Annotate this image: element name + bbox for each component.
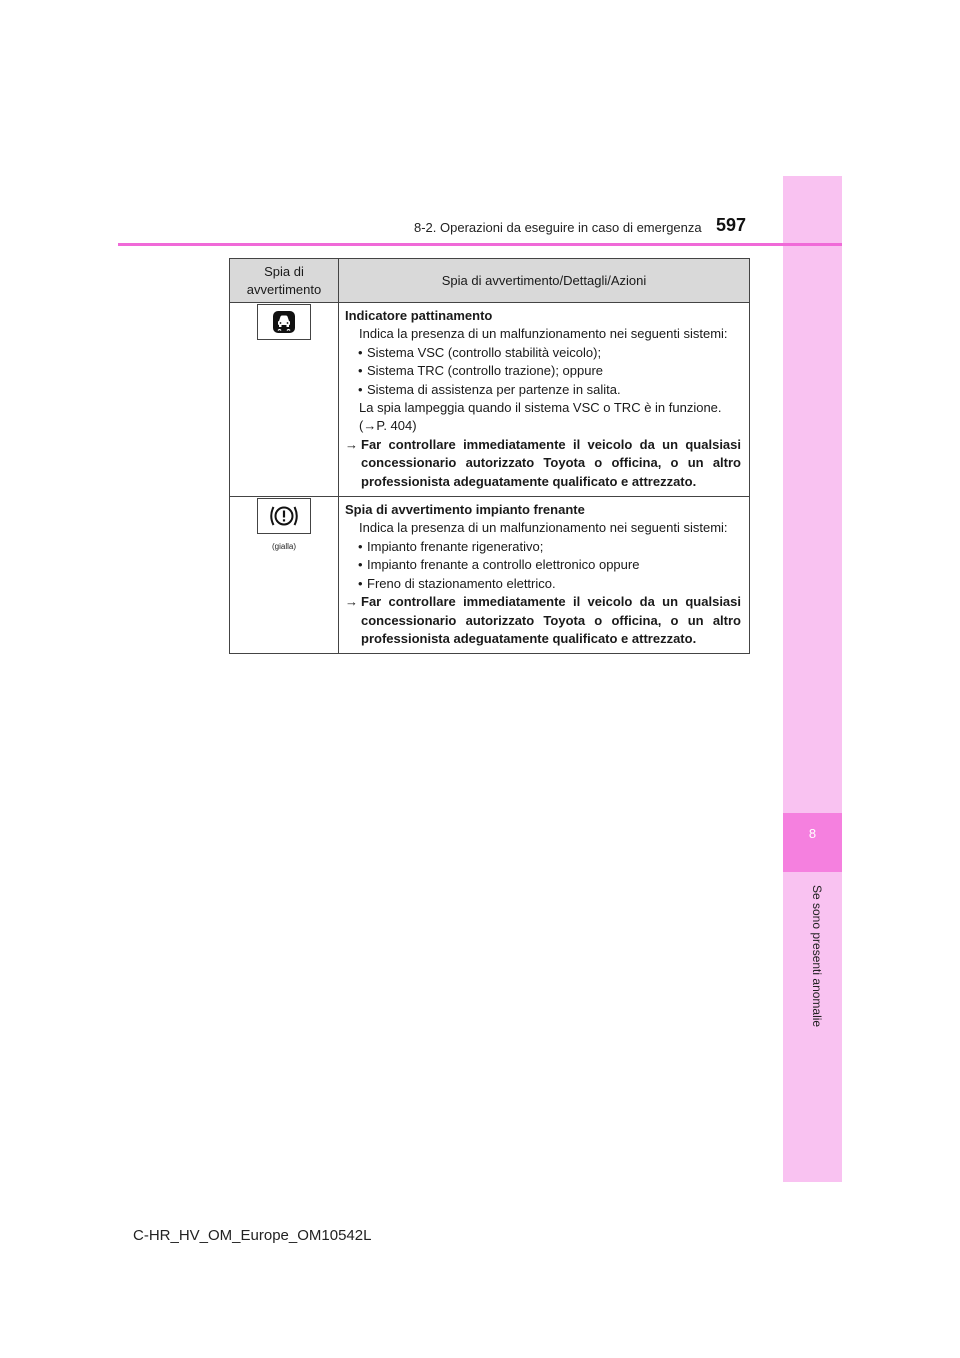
list-item: • Impianto frenante a controllo elettronico oppure <box>345 556 741 574</box>
list-item: • Freno di stazionamento elettrico. <box>345 575 741 593</box>
icon-cell <box>230 497 339 654</box>
document-code: C-HR_HV_OM_Europe_OM10542L <box>133 1227 372 1244</box>
action-text: Far controllare immediatamente il veicolo da un qualsiasi concessionario autorizzato Toyota o officina, o un altro professionista adeguatamente qualificato e attrezzato. <box>361 594 741 646</box>
header-cell-details: Spia di avvertimento/Dettagli/Azioni <box>339 259 750 303</box>
table-row <box>230 303 750 497</box>
icon-caption: (gialla) <box>271 542 296 552</box>
chapter-number: 8 <box>808 826 817 841</box>
page-reference: (→P. 404) <box>359 418 417 434</box>
row-title: Indicatore pattinamento <box>345 308 493 323</box>
row-note: La spia lampeggia quando il sistema VSC o TRC è in funzione. <box>359 400 722 416</box>
brake-warning-icon <box>257 498 311 534</box>
details-cell <box>339 303 750 497</box>
arrow-icon: → <box>345 436 358 452</box>
header-cell-light: Spia di avvertimento <box>230 259 339 303</box>
row-action <box>345 593 741 648</box>
table-header-row <box>230 259 750 303</box>
table-row <box>230 497 750 654</box>
warning-light-table <box>229 258 750 654</box>
list-item: • Sistema TRC (controllo trazione); oppure <box>345 362 741 380</box>
list-item: • Sistema di assistenza per partenze in salita. <box>345 381 741 399</box>
list-item: • Impianto frenante rigenerativo; <box>345 538 741 556</box>
action-text: Far controllare immediatamente il veicolo da un qualsiasi concessionario autorizzato Toyota o officina, o un altro professionista adeguatamente qualificato e attrezzato. <box>361 436 741 489</box>
section-title: 8-2. Operazioni da eseguire in caso di emergenza <box>414 220 702 235</box>
slip-indicator-icon <box>257 304 311 340</box>
header-rule <box>118 243 842 246</box>
row-intro: Indica la presenza di un malfunzionamento nei seguenti sistemi: <box>359 520 728 536</box>
list-item: • Sistema VSC (controllo stabilità veicolo); <box>345 344 741 362</box>
row-action <box>345 436 741 491</box>
chapter-label: Se sono presenti anomalie <box>810 885 824 1028</box>
arrow-icon: → <box>345 594 358 610</box>
details-cell <box>339 497 750 654</box>
page-number: 597 <box>716 215 747 235</box>
row-intro: Indica la presenza di un malfunzionamento nei seguenti sistemi: <box>359 326 728 342</box>
row-title: Spia di avvertimento impianto frenante <box>345 502 585 518</box>
chapter-box <box>783 813 842 872</box>
icon-cell <box>230 303 339 497</box>
